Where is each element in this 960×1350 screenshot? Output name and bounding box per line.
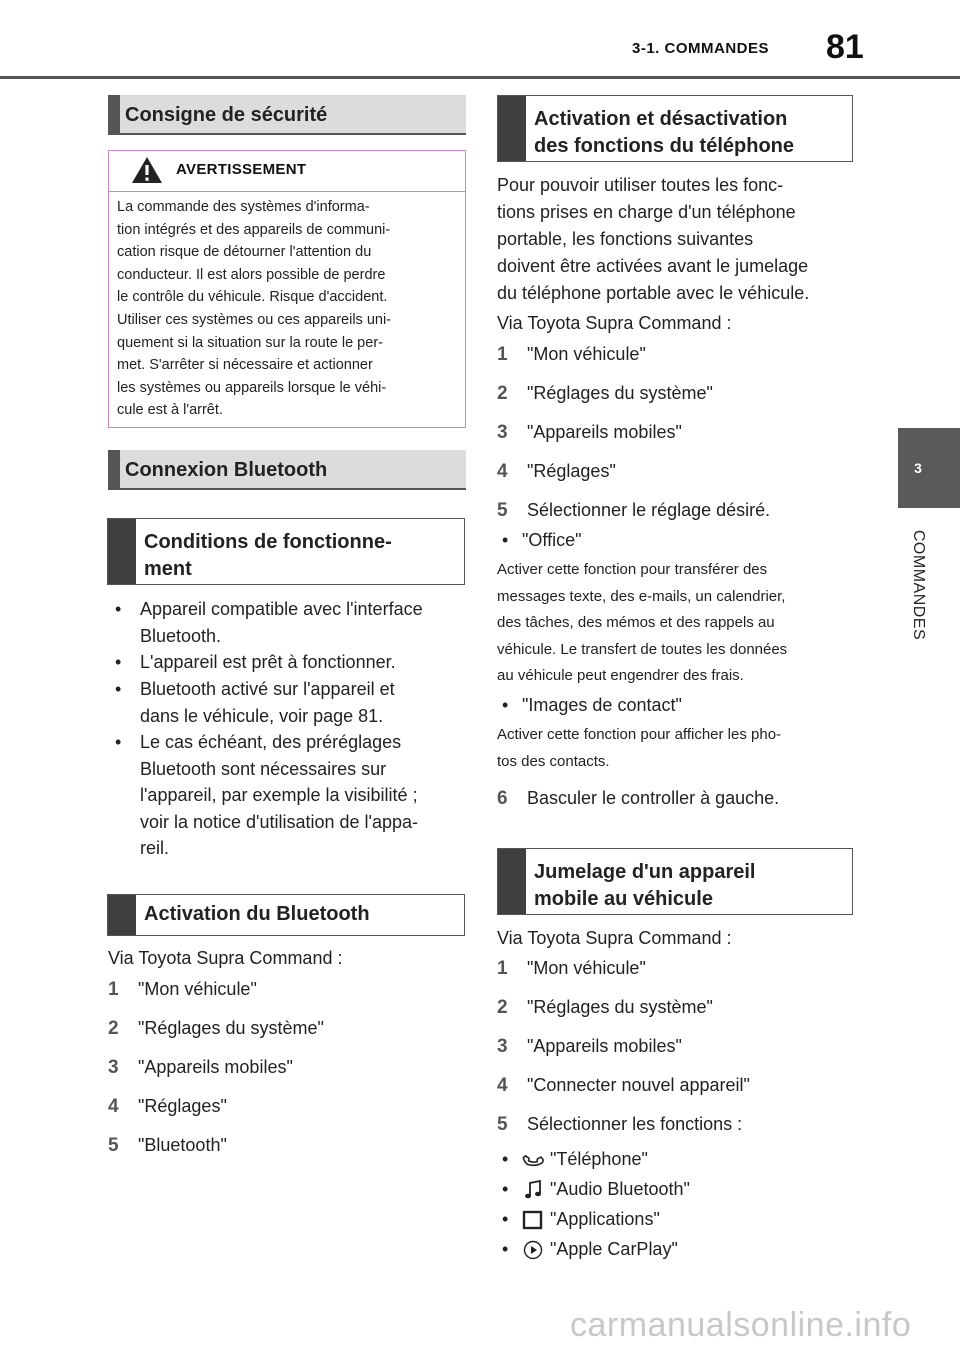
intro-paragraph: Pour pouvoir utiliser toutes les fonc- tions prises en charge d'un téléphone portable, les fonctions suivantes doivent être activées avant le jumelage du téléphone portable avec le véhicule. <box>497 175 810 303</box>
header-rule <box>0 76 960 79</box>
music-note-icon <box>522 1179 544 1201</box>
safety-heading: Consigne de sécurité <box>108 95 466 135</box>
phone-functions-heading: Activation et désactivation des fonctions du téléphone <box>497 95 853 162</box>
contact-description: Activer cette fonction pour afficher les pho- tos des contacts. <box>497 726 782 770</box>
pairing-heading: Jumelage d'un appareil mobile au véhicule <box>497 848 853 915</box>
warning-text: La commande des systèmes d'informa- tion intégrés et des appareils de communi- cation risque de détourner l'attention du conducteur. Il est alors possible de perdre le contrôle du véhicule. Risque d'accident. Utiliser ces systèmes ou ces appareils uni- quement si la situation sur la route le per- met. S'arrêter si nécessaire et actionner les systèmes ou appareils lorsque le véhi- cule est à l'arrêt. <box>117 199 391 419</box>
via-text: Via Toyota Supra Command : <box>497 313 732 333</box>
play-circle-icon <box>522 1239 544 1261</box>
warning-header <box>109 151 465 192</box>
watermark: carmanualsonline.info <box>570 1306 912 1344</box>
chapter-label: COMMANDES <box>910 529 927 641</box>
square-icon <box>522 1209 544 1231</box>
section-title: 3-1. COMMANDES <box>632 40 770 57</box>
via-text: Via Toyota Supra Command : <box>497 928 732 948</box>
warning-title: AVERTISSEMENT <box>176 161 307 178</box>
conditions-heading: Conditions de fonctionne- ment <box>107 518 465 585</box>
warning-box <box>108 150 466 428</box>
phone-icon <box>522 1149 544 1171</box>
via-text: Via Toyota Supra Command : <box>108 948 343 968</box>
chapter-tab <box>898 428 960 508</box>
page-number: 81 <box>826 28 864 66</box>
bluetooth-heading: Connexion Bluetooth <box>108 450 466 490</box>
activation-heading: Activation du Bluetooth <box>107 894 465 936</box>
warning-triangle-icon <box>131 155 163 185</box>
office-description: Activer cette fonction pour transférer des messages texte, des e-mails, un calendrier, des tâches, des mémos et des rappels au véhicule. Le transfert de toutes les données au véhicule peut engendrer des frais. <box>497 561 788 684</box>
chapter-number: 3 <box>914 460 922 476</box>
